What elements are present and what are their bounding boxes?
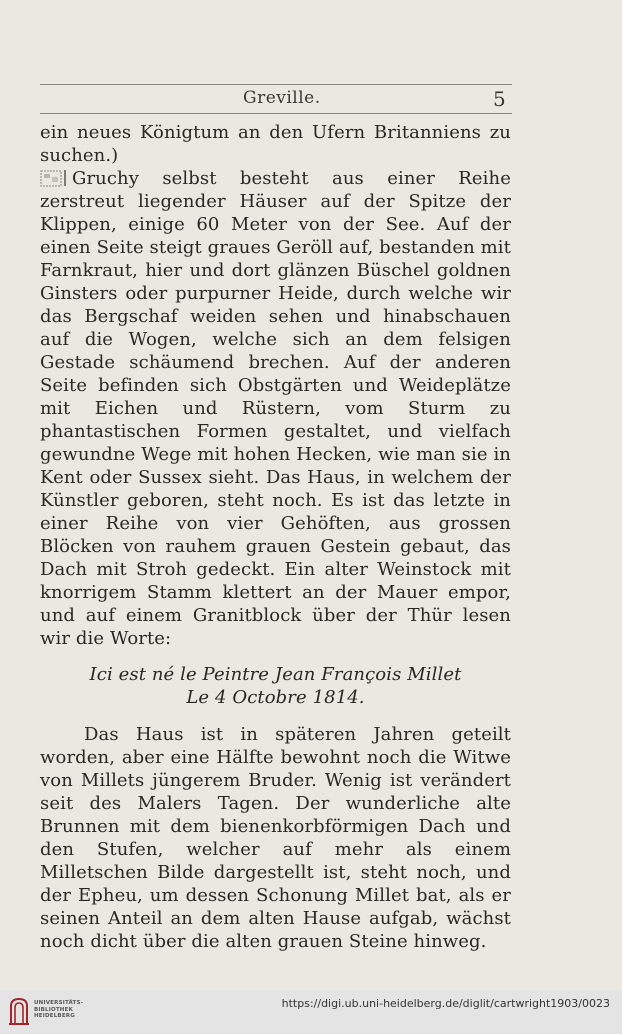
footer-bar bbox=[0, 990, 622, 1034]
header-top-rule bbox=[40, 84, 512, 85]
paragraph-2 bbox=[40, 167, 511, 650]
paragraph-3: Das Haus ist in späteren Jahren geteilt worden, aber eine Hälfte bewohnt noch die Witwe von Millets jüngerem Bruder. Wenig ist verändert seit des Malers Tagen. Der wunderliche alte Brunnen mit dem bienenkorbförmigen Dach und den Stufen, welcher auf mehr als einem Milletschen Bilde dargestellt ist, steht noch, und der Epheu, um dessen Schonung Millet bat, als er seinen Anteil an dem alten Hause aufgab, wächst noch dicht über die alten grauen Steine hinweg. bbox=[40, 724, 511, 952]
inscription bbox=[40, 663, 511, 709]
source-url-link[interactable]: https://digi.ub.uni-heidelberg.de/diglit/cartwright1903/0023 bbox=[281, 997, 610, 1010]
paragraph-2-text: Gruchy selbst besteht aus einer Reihe zerstreut liegender Häuser auf der Spitze der Klippen, einige 60 Meter von der See. Auf der einen Seite steigt graues Geröll auf, bestanden mit Farnkraut, hier und dort glänzen Büschel goldnen Ginsters oder purpurner Heide, durch welche wir das Bergschaf weiden sehen und hinabschauen auf die Wogen, welche sich an dem felsigen Gestade schäumend brechen. Auf der anderen Seite befinden sich Obstgärten und Weideplätze mit Eichen und Rüstern, vom Sturm zu phantastischen Formen gestaltet, und vielfach gewundne Wege mit hohen Hecken, wie man sie in Kent oder Sussex sieht. Das Haus, in welchem der Künstler geboren, steht noch. Es ist das letzte in einer Reihe von vier Gehöften, aus grossen Blöcken von rauhem grauen Gestein gebaut, das Dach mit Stroh gedeckt. Ein alter Weinstock mit knorrigem Stamm klettert an der Mauer empor, und auf einem Granitblock über der Thür lesen wir die Worte: bbox=[40, 168, 511, 649]
library-name: UNIVERSITÄTS- BIBLIOTHEK HEIDELBERG bbox=[34, 1000, 84, 1019]
university-library-logo-icon bbox=[8, 996, 30, 1026]
page-number: 5 bbox=[493, 87, 506, 111]
body-text bbox=[40, 121, 511, 953]
header-bottom-rule bbox=[40, 113, 512, 114]
inscription-line-1: Ici est né le Peintre Jean François Millet bbox=[89, 664, 462, 685]
library-stamp-icon bbox=[40, 169, 70, 187]
paragraph-1: ein neues Königtum an den Ufern Britanniens zu suchen.) bbox=[40, 122, 511, 166]
running-header-title: Greville. bbox=[243, 88, 321, 108]
inscription-line-2: Le 4 Octobre 1814. bbox=[186, 687, 365, 708]
